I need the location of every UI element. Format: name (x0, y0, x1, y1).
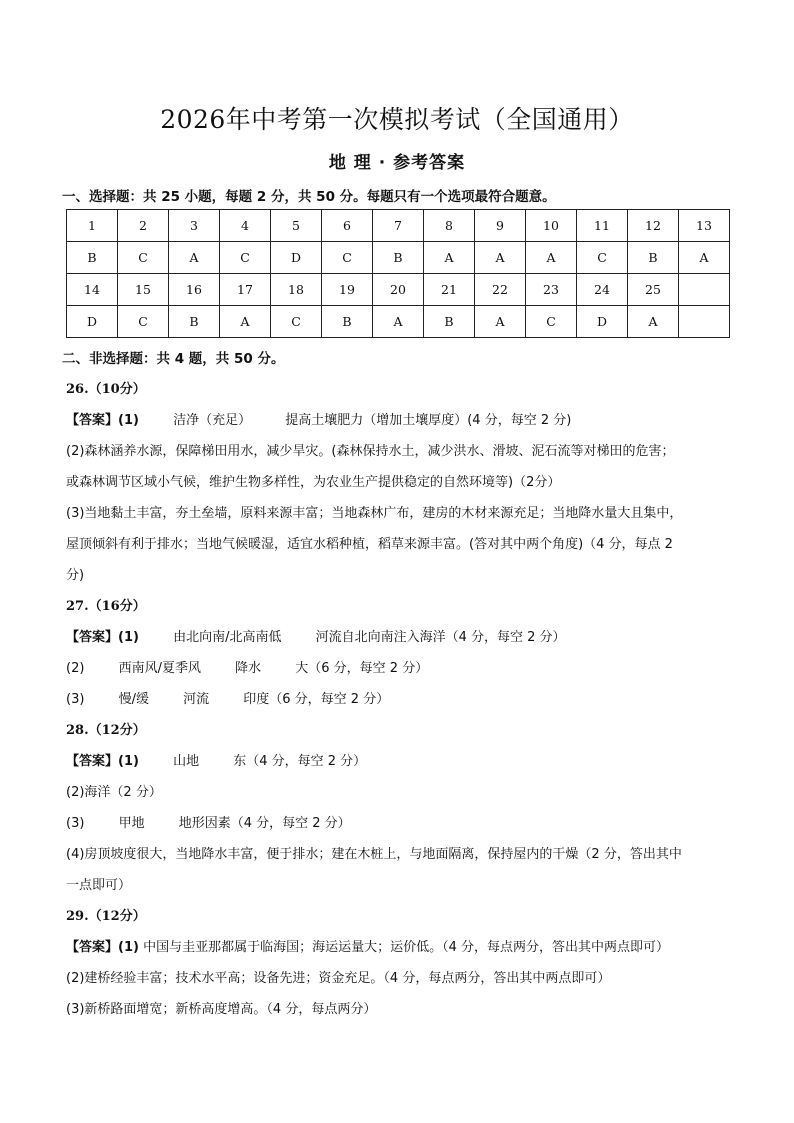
q29-line-1 (66, 932, 736, 963)
table-row-numbers-2 (67, 274, 730, 306)
table-cell: A (169, 242, 220, 274)
table-cell (679, 306, 730, 338)
section-nonchoice-heading: 二、非选择题：共 4 题，共 50 分。 (62, 351, 285, 367)
q26-line-2: (2)森林涵养水源，保障梯田用水，减少旱灾。(森林保持水土，减少洪水、滑坡、泥石流等对梯田的危害； (66, 444, 675, 459)
table-cell: 15 (118, 274, 169, 306)
table-cell: C (271, 306, 322, 338)
q28-part-3-answer-b: 地形因素（4 分，每空 2 分） (178, 816, 351, 831)
q28-line-3 (66, 808, 736, 839)
table-cell: 16 (169, 274, 220, 306)
q28-part-3-answer-a: 甲地 (118, 816, 145, 831)
table-cell: A (475, 306, 526, 338)
q28-part-3-number: (3) (66, 816, 85, 831)
q28-line-1 (66, 746, 736, 777)
q27-heading: 27.（16分） (66, 599, 146, 614)
q28-line-2: (2)海洋（2 分） (66, 785, 162, 800)
q26-heading: 26.（10分） (66, 382, 146, 397)
table-cell: 11 (577, 210, 628, 242)
table-cell: D (271, 242, 322, 274)
table-cell: 25 (628, 274, 679, 306)
q28-heading: 28.（12分） (66, 723, 146, 738)
table-cell: C (322, 242, 373, 274)
q27-part-2-answer-c: 大（6 分，每空 2 分） (295, 661, 429, 676)
q26-line-1 (66, 405, 736, 436)
answer-tag: 【答案】(1) (66, 413, 139, 428)
page-title: 2026年中考第一次模拟考试（全国通用） (160, 105, 634, 134)
q29-answer-1: 中国与圭亚那都属于临海国；海运运量大；运价低。（4 分，每点两分，答出其中两点即可） (143, 940, 669, 955)
table-cell: 22 (475, 274, 526, 306)
q27-line-3 (66, 684, 736, 715)
table-cell: A (526, 242, 577, 274)
table-cell: 18 (271, 274, 322, 306)
q26-line-3: 或森林调节区域小气候，维护生物多样性，为农业生产提供稳定的自然环境等)（2分） (66, 475, 561, 490)
q27-part-3-answer-a: 慢/缓 (118, 692, 149, 707)
q28-line-4: (4)房顶坡度很大，当地降水丰富，便于排水；建在木桩上，与地面隔离，保持屋内的干燥（2 分，答出其中 (66, 847, 682, 862)
table-cell: D (577, 306, 628, 338)
table-row-numbers-1 (67, 210, 730, 242)
table-cell: B (67, 242, 118, 274)
table-cell: 20 (373, 274, 424, 306)
table-cell: B (322, 306, 373, 338)
table-cell: 23 (526, 274, 577, 306)
table-cell: A (679, 242, 730, 274)
answer-tag: 【答案】(1) (66, 754, 139, 769)
table-cell: 14 (67, 274, 118, 306)
q26-line-5: 屋顶倾斜有利于排水；当地气候暖湿，适宜水稻种植，稻草来源丰富。(答对其中两个角度)（4 分，每点 2 (66, 537, 673, 552)
table-cell: 13 (679, 210, 730, 242)
table-cell: B (373, 242, 424, 274)
q27-answer-2: 河流自北向南注入海洋（4 分，每空 2 分） (315, 630, 566, 645)
q29-line-3: (3)新桥路面增宽；新桥高度增高。（4 分，每点两分） (66, 1002, 377, 1017)
table-cell: 21 (424, 274, 475, 306)
table-cell: A (424, 242, 475, 274)
page-subtitle: 地 理 · 参考答案 (328, 153, 466, 173)
q27-part-3-number: (3) (66, 692, 85, 707)
table-row-answers-1 (67, 242, 730, 274)
table-cell: C (577, 242, 628, 274)
q26-line-4: (3)当地黏土丰富，夯土垒墙，原料来源丰富；当地森林广布，建房的木材来源充足；当地降水量大且集中， (66, 506, 683, 521)
table-cell: B (424, 306, 475, 338)
table-cell: C (526, 306, 577, 338)
table-cell: C (118, 306, 169, 338)
table-cell: C (220, 242, 271, 274)
q26-line-6: 分) (66, 568, 85, 583)
table-cell: 10 (526, 210, 577, 242)
q29-heading: 29.（12分） (66, 909, 146, 924)
table-cell: 2 (118, 210, 169, 242)
q26-answer-1: 洁净（充足） (173, 413, 252, 428)
q27-line-1 (66, 622, 736, 653)
q28-answer-1: 山地 (173, 754, 200, 769)
section-choice-heading: 一、选择题：共 25 小题，每题 2 分，共 50 分。每题只有一个选项最符合题意。 (62, 189, 556, 205)
q27-part-3-answer-c: 印度（6 分，每空 2 分） (243, 692, 390, 707)
q28-answer-2: 东（4 分，每空 2 分） (233, 754, 367, 769)
choice-answer-table (66, 209, 730, 338)
table-cell (679, 274, 730, 306)
table-cell: 4 (220, 210, 271, 242)
table-cell: 3 (169, 210, 220, 242)
table-cell: D (67, 306, 118, 338)
table-cell: 12 (628, 210, 679, 242)
table-cell: B (169, 306, 220, 338)
table-cell: A (475, 242, 526, 274)
table-cell: 19 (322, 274, 373, 306)
q27-line-2 (66, 653, 736, 684)
q27-answer-1: 由北向南/北高南低 (173, 630, 282, 645)
q27-part-2-answer-a: 西南风/夏季风 (118, 661, 201, 676)
table-cell: 1 (67, 210, 118, 242)
table-cell: C (118, 242, 169, 274)
table-cell: 8 (424, 210, 475, 242)
table-cell: B (628, 242, 679, 274)
q29-line-2: (2)建桥经验丰富；技术水平高；设备先进；资金充足。（4 分，每点两分，答出其中两点即可） (66, 971, 611, 986)
table-cell: A (628, 306, 679, 338)
answer-tag: 【答案】(1) (66, 940, 139, 955)
nonchoice-answers (66, 374, 736, 1025)
table-cell: 9 (475, 210, 526, 242)
q27-part-2-answer-b: 降水 (235, 661, 262, 676)
q26-answer-2: 提高土壤肥力（增加土壤厚度）(4 分，每空 2 分) (285, 413, 572, 428)
table-cell: 17 (220, 274, 271, 306)
table-cell: A (373, 306, 424, 338)
table-cell: 24 (577, 274, 628, 306)
answer-tag: 【答案】(1) (66, 630, 139, 645)
table-row-answers-2 (67, 306, 730, 338)
q27-part-3-answer-b: 河流 (183, 692, 210, 707)
table-cell: 6 (322, 210, 373, 242)
table-cell: A (220, 306, 271, 338)
table-cell: 5 (271, 210, 322, 242)
q28-line-5: 一点即可） (66, 878, 132, 893)
q27-part-2-number: (2) (66, 661, 85, 676)
table-cell: 7 (373, 210, 424, 242)
